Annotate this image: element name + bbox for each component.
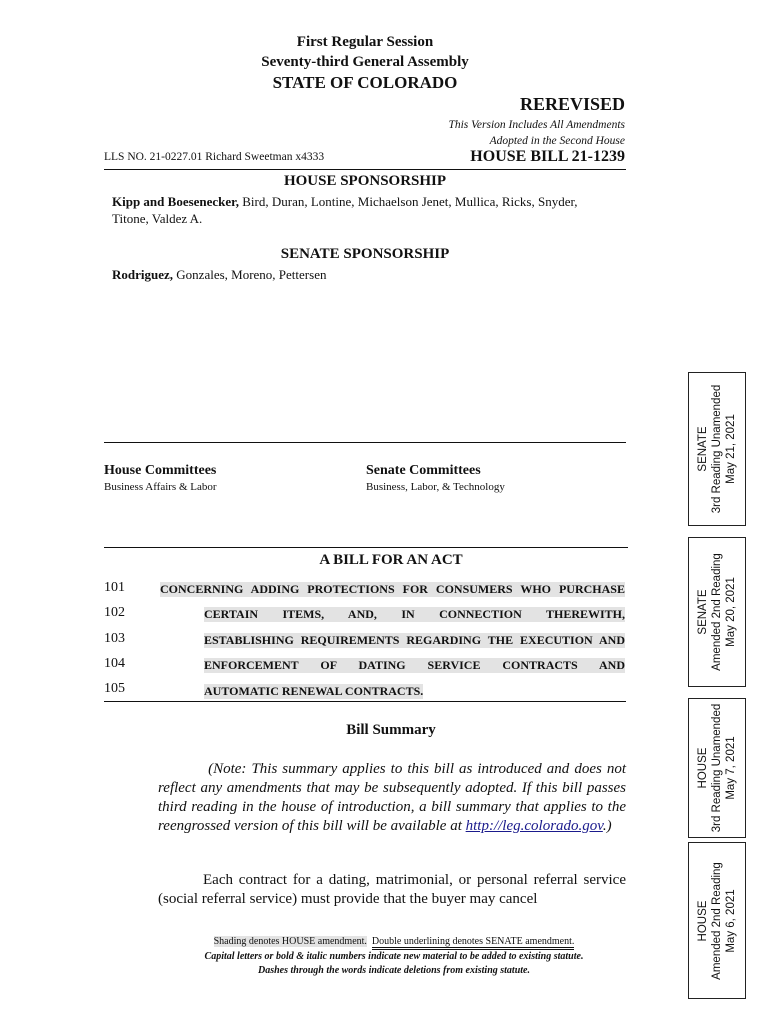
senate-committee-name: Business, Labor, & Technology [366, 481, 505, 493]
line-number: 103 [104, 631, 125, 646]
house-sponsors [112, 193, 627, 227]
lls-number: LLS NO. 21-0227.01 Richard Sweetman x4333 [104, 151, 325, 163]
stamp-date: May 7, 2021 [725, 736, 737, 800]
stamp-chamber: SENATE [697, 426, 709, 472]
version-note-line1: This Version Includes All Amendments [448, 119, 625, 131]
house-committee-name: Business Affairs & Labor [104, 481, 217, 493]
header-divider [104, 169, 626, 170]
senate-committees-title: Senate Committees [366, 463, 481, 478]
bill-divider [104, 547, 628, 548]
stamp-chamber: SENATE [697, 589, 709, 635]
bill-number: HOUSE BILL 21-1239 [470, 148, 625, 165]
stamp-chamber: HOUSE [697, 747, 709, 789]
bill-title-divider [104, 701, 626, 702]
senate-cosponsors: Gonzales, Moreno, Pettersen [176, 267, 327, 282]
house-committees-title: House Committees [104, 463, 217, 478]
line-number: 105 [104, 681, 125, 696]
senate-primary-sponsor: Rodriguez, [112, 267, 174, 282]
bill-title-line: ESTABLISHING REQUIREMENTS REGARDING THE EXECUTION AND [204, 633, 625, 647]
leg-website-link[interactable]: http://leg.colorado.gov [465, 818, 603, 834]
summary-title: Bill Summary [346, 722, 436, 738]
line-number: 101 [104, 580, 125, 595]
committees-divider [104, 442, 626, 443]
state-title: STATE OF COLORADO [272, 73, 458, 92]
reading-stamp [688, 372, 746, 526]
house-cosponsors-line1: Bird, Duran, Lontine, Michaelson Jenet, Mullica, Ricks, Snyder, [242, 194, 578, 209]
house-sponsorship-title: HOUSE SPONSORSHIP [283, 173, 447, 189]
deletion-legend: Dashes through the words indicate deletions from existing statute. [258, 965, 530, 976]
assembly-title: Seventy-third General Assembly [261, 54, 469, 70]
bill-title-line: CERTAIN ITEMS, AND, IN CONNECTION THEREWITH, [204, 607, 625, 621]
stamp-action: Amended 2nd Reading [711, 861, 723, 980]
house-primary-sponsors: Kipp and Boesenecker, [112, 194, 240, 209]
summary-note-text: (Note: This summary applies to this bill as introduced and does not reflect any amendments that may be subsequently adopted. If this bill passes third reading in the house of introduction, a bill summary that applies to the reengrossed version of this bill will be available at [158, 761, 626, 834]
stamp-chamber: HOUSE [697, 900, 709, 941]
amendment-legend [104, 936, 684, 947]
version-note [448, 117, 625, 149]
stamp-action: 3rd Reading Unamended [711, 384, 723, 514]
summary-note [158, 760, 626, 836]
summary-note-end: .) [602, 818, 612, 834]
session-title: First Regular Session [296, 34, 434, 50]
line-number: 104 [104, 656, 125, 671]
line-number: 102 [104, 605, 125, 620]
reading-stamp [688, 698, 746, 838]
senate-amendment-legend: Double underlining denotes SENATE amendment. [372, 936, 574, 950]
bill-title-line: CONCERNING ADDING PROTECTIONS FOR CONSUMERS WHO PURCHASE [160, 582, 625, 596]
bill-heading: A BILL FOR AN ACT [319, 552, 463, 568]
house-amendment-legend: Shading denotes HOUSE amendment. [213, 936, 367, 947]
summary-body: Each contract for a dating, matrimonial, or personal referral service (social referral service) must provide that the buyer may cancel [158, 872, 626, 907]
stamp-date: May 20, 2021 [725, 577, 737, 647]
stamp-action: Amended 2nd Reading [711, 553, 723, 671]
stamp-action: 3rd Reading Unamended [711, 703, 723, 833]
stamp-date: May 6, 2021 [725, 888, 737, 953]
house-cosponsors-line2: Titone, Valdez A. [112, 211, 203, 226]
reading-stamp [688, 842, 746, 999]
senate-sponsors [112, 267, 627, 283]
new-material-legend: Capital letters or bold & italic numbers indicate new material to be added to existing statute. [204, 951, 584, 962]
bill-title-line: AUTOMATIC RENEWAL CONTRACTS. [204, 684, 424, 698]
reading-stamp [688, 537, 746, 687]
stamp-date: May 21, 2021 [725, 414, 737, 484]
version-status: REREVISED [519, 94, 625, 114]
senate-sponsorship-title: SENATE SPONSORSHIP [280, 246, 450, 262]
bill-title-line: ENFORCEMENT OF DATING SERVICE CONTRACTS AND [204, 658, 625, 672]
version-note-line2: Adopted in the Second House [489, 135, 625, 147]
